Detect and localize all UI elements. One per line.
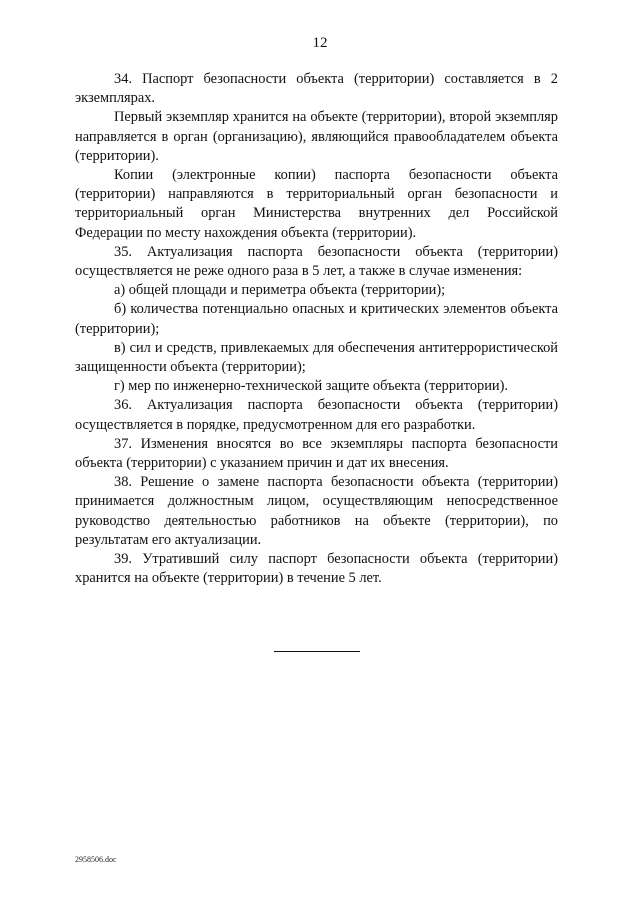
paragraph-34-electronic-copies: Копии (электронные копии) паспорта безопасности объекта (территории) направляются в территориальный орган безопасности и территориальный орган Министерства внутренних дел Российской Федерации по месту нахождения объекта (территории). [75, 167, 558, 241]
paragraph-35: 35. Актуализация паспорта безопасности объекта (территории) осуществляется не реже одного раза в 5 лет, а также в случае изменения: [75, 243, 558, 280]
end-separator-line [274, 651, 360, 652]
footer-file-name: 2958506.doc [75, 855, 117, 864]
paragraph-36: 36. Актуализация паспорта безопасности объекта (территории) осуществляется в порядке, предусмотренном для его разработки. [75, 397, 558, 433]
paragraph-34: 34. Паспорт безопасности объекта (территории) составляется в 2 экземплярах. [75, 71, 558, 107]
paragraph-35-item-g: г) мер по инженерно-технической защите объекта (территории). [114, 378, 509, 395]
page-number: 12 [312, 35, 328, 51]
paragraph-35-item-a: а) общей площади и периметра объекта (территории); [114, 282, 446, 299]
paragraph-38: 38. Решение о замене паспорта безопасности объекта (территории) принимается должностным лицом, осуществляющим непосредственное руководство деятельностью работников на объекте (территории), по результатам его актуализации. [75, 474, 558, 548]
paragraph-34-first-copy: Первый экземпляр хранится на объекте (территории), второй экземпляр направляется в орган (организацию), являющийся правообладателем объекта (территории). [75, 109, 558, 164]
paragraph-35-item-b: б) количества потенциально опасных и критических элементов объекта (территории); [75, 301, 558, 337]
paragraph-39: 39. Утративший силу паспорт безопасности объекта (территории) хранится на объекте (территории) в течение 5 лет. [75, 551, 558, 587]
paragraph-35-item-v: в) сил и средств, привлекаемых для обеспечения антитеррористической защищенности объекта (территории); [75, 339, 558, 376]
document-body [75, 70, 558, 588]
paragraph-37: 37. Изменения вносятся во все экземпляры паспорта безопасности объекта (территории) с указанием причин и дат их внесения. [75, 435, 558, 472]
